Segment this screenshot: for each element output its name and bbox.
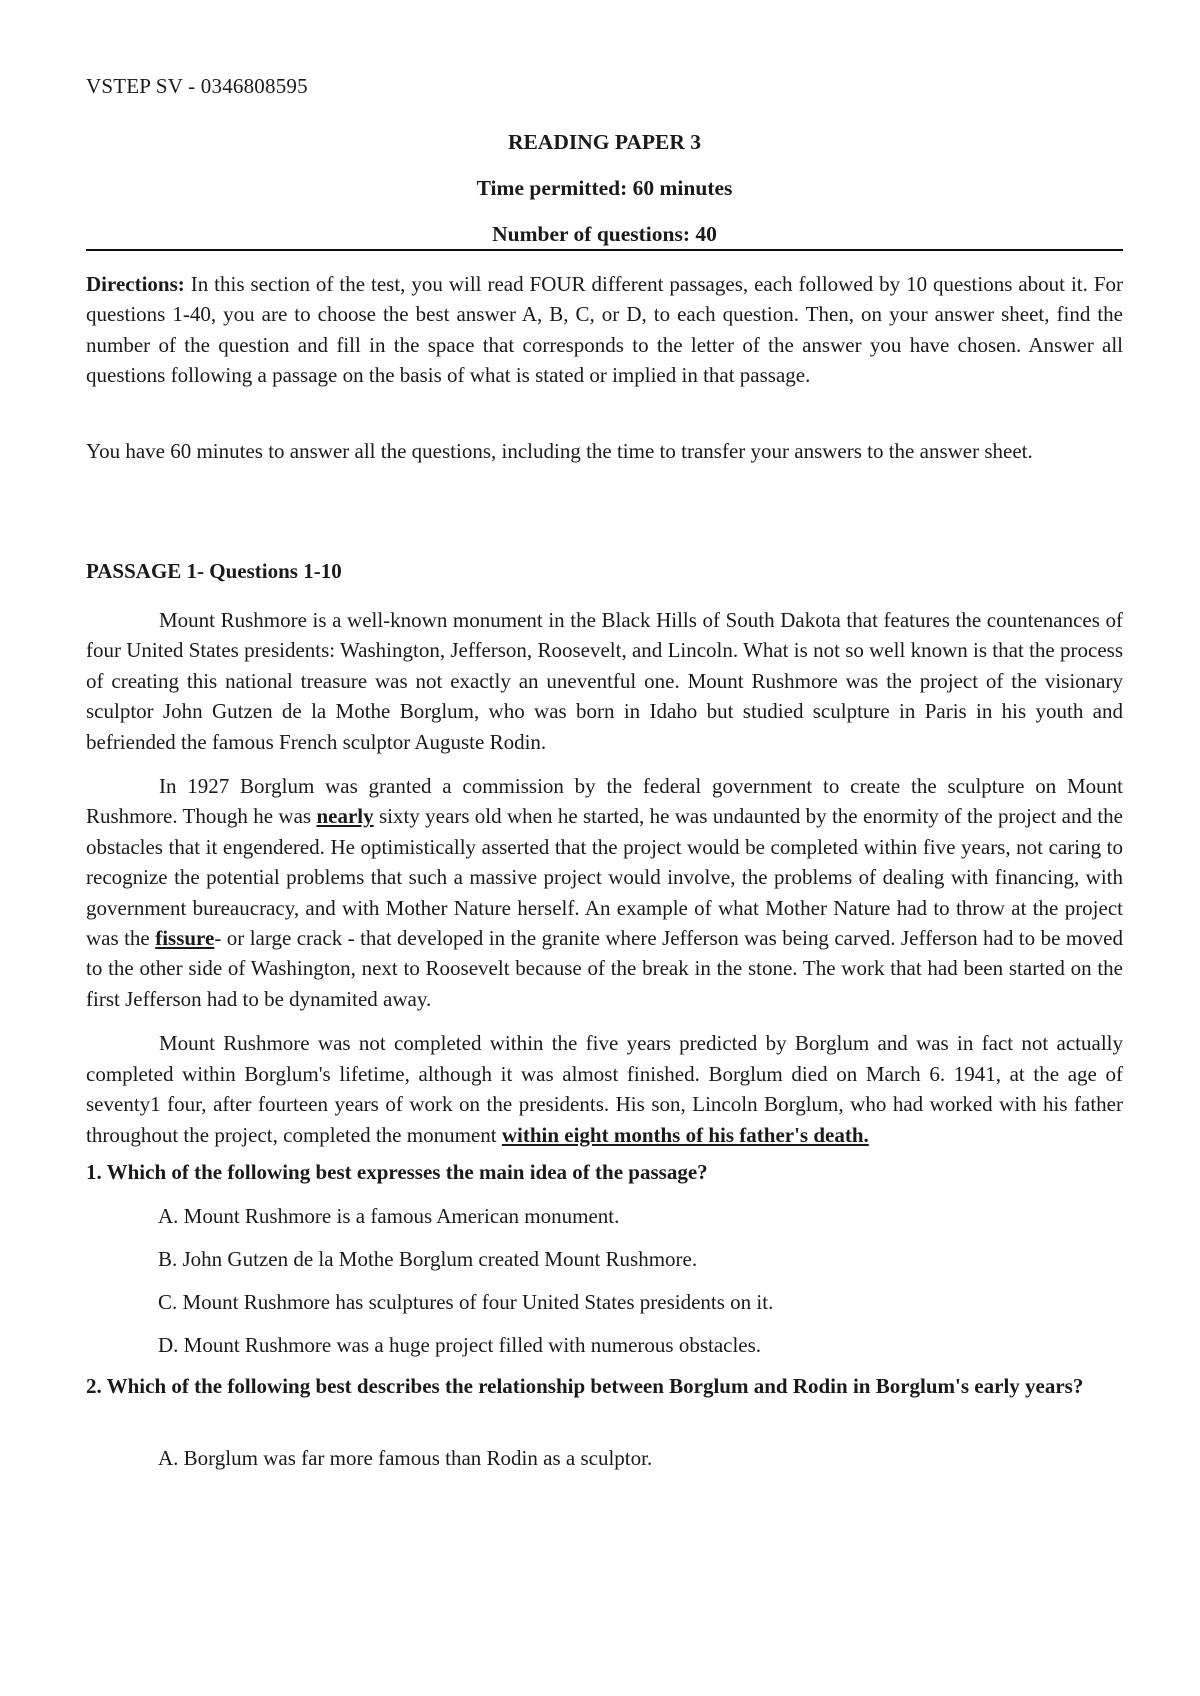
passage-text: sixty years old when he started, he was undaunted by the enormity of the project and the obstacles that it engendered. He optimistically asserted that the project would be completed within five years, not caring to recognize the potential problems that such a massive project would involve, the problems of dealing with financing, with government bureaucracy, and with Mother Nature herself. An example of what Mother Nature had to throw at the project was the bbox=[86, 804, 1123, 951]
paper-title: READING PAPER 3 bbox=[507, 130, 702, 154]
highlighted-phrase: within eight months of his father's death. bbox=[501, 1122, 869, 1147]
title-divider bbox=[86, 249, 1123, 251]
time-permitted: Time permitted: 60 minutes bbox=[476, 176, 733, 200]
answer-option: B. John Gutzen de la Mothe Borglum created Mount Rushmore. bbox=[158, 1247, 698, 1271]
answer-option: A. Borglum was far more famous than Rodin as a sculptor. bbox=[158, 1446, 653, 1470]
passage-body bbox=[86, 605, 1123, 1164]
answer-option: D. Mount Rushmore was a huge project filled with numerous obstacles. bbox=[158, 1333, 762, 1357]
passage-heading: PASSAGE 1- Questions 1-10 bbox=[86, 559, 342, 583]
passage-text: Mount Rushmore was not completed within the five years predicted by Borglum and was in fact not actually completed within Borglum's lifetime, although it was almost finished. Borglum died on March 6. 1941, at the age of seventy1 four, after fourteen years of work on the presidents. His son, Lincoln Borglum, who had worked with his father throughout the project, completed the monument bbox=[86, 1031, 1123, 1147]
passage-paragraph-2 bbox=[86, 771, 1123, 1014]
question-prompt: 2. Which of the following best describes the relationship between Borglum and Rodin in Borglum's early years? bbox=[86, 1374, 1084, 1398]
time-note-paragraph: You have 60 minutes to answer all the questions, including the time to transfer your answers to the answer sheet. bbox=[86, 439, 1033, 463]
directions-text: In this section of the test, you will read FOUR different passages, each followed by 10 questions about it. For questions 1-40, you are to choose the best answer A, B, C, or D, to each question. Then, on your answer sheet, find the number of the question and fill in the space that corresponds to the letter of the answer you have chosen. Answer all questions following a passage on the basis of what is stated or implied in that passage. bbox=[86, 272, 1123, 388]
answer-option: C. Mount Rushmore has sculptures of four United States presidents on it. bbox=[158, 1290, 774, 1314]
highlighted-word-nearly: nearly bbox=[316, 804, 374, 829]
highlighted-word-fissure: fissure bbox=[155, 926, 215, 951]
question-prompt: 1. Which of the following best expresses the main idea of the passage? bbox=[86, 1160, 708, 1184]
document-header: VSTEP SV - 0346808595 bbox=[86, 74, 308, 98]
passage-paragraph-3 bbox=[86, 1028, 1123, 1150]
number-of-questions: Number of questions: 40 bbox=[492, 222, 717, 246]
answer-option: A. Mount Rushmore is a famous American monument. bbox=[158, 1204, 620, 1228]
directions-paragraph bbox=[86, 269, 1123, 391]
title-block bbox=[86, 128, 1123, 266]
directions-label: Directions: bbox=[86, 272, 185, 296]
passage-text: In 1927 Borglum was granted a commission by the federal government to create the sculpture on Mount Rushmore. Though he was bbox=[86, 774, 1123, 829]
passage-text: - or large crack - that developed in the granite where Jefferson was being carved. Jefferson had to be moved to the other side of Washington, next to Roosevelt because of the break in the stone. The work that had been started on the first Jefferson had to be dynamited away. bbox=[86, 926, 1123, 1011]
passage-paragraph-1: Mount Rushmore is a well-known monument in the Black Hills of South Dakota that features the countenances of four United States presidents: Washington, Jefferson, Roosevelt, and Lincoln. What is not so well known is that the process of creating this national treasure was not exactly an uneventful one. Mount Rushmore was the project of the visionary sculptor John Gutzen de la Mothe Borglum, who was born in Idaho but studied sculpture in Paris in his youth and befriended the famous French sculptor Auguste Rodin. bbox=[86, 608, 1123, 754]
